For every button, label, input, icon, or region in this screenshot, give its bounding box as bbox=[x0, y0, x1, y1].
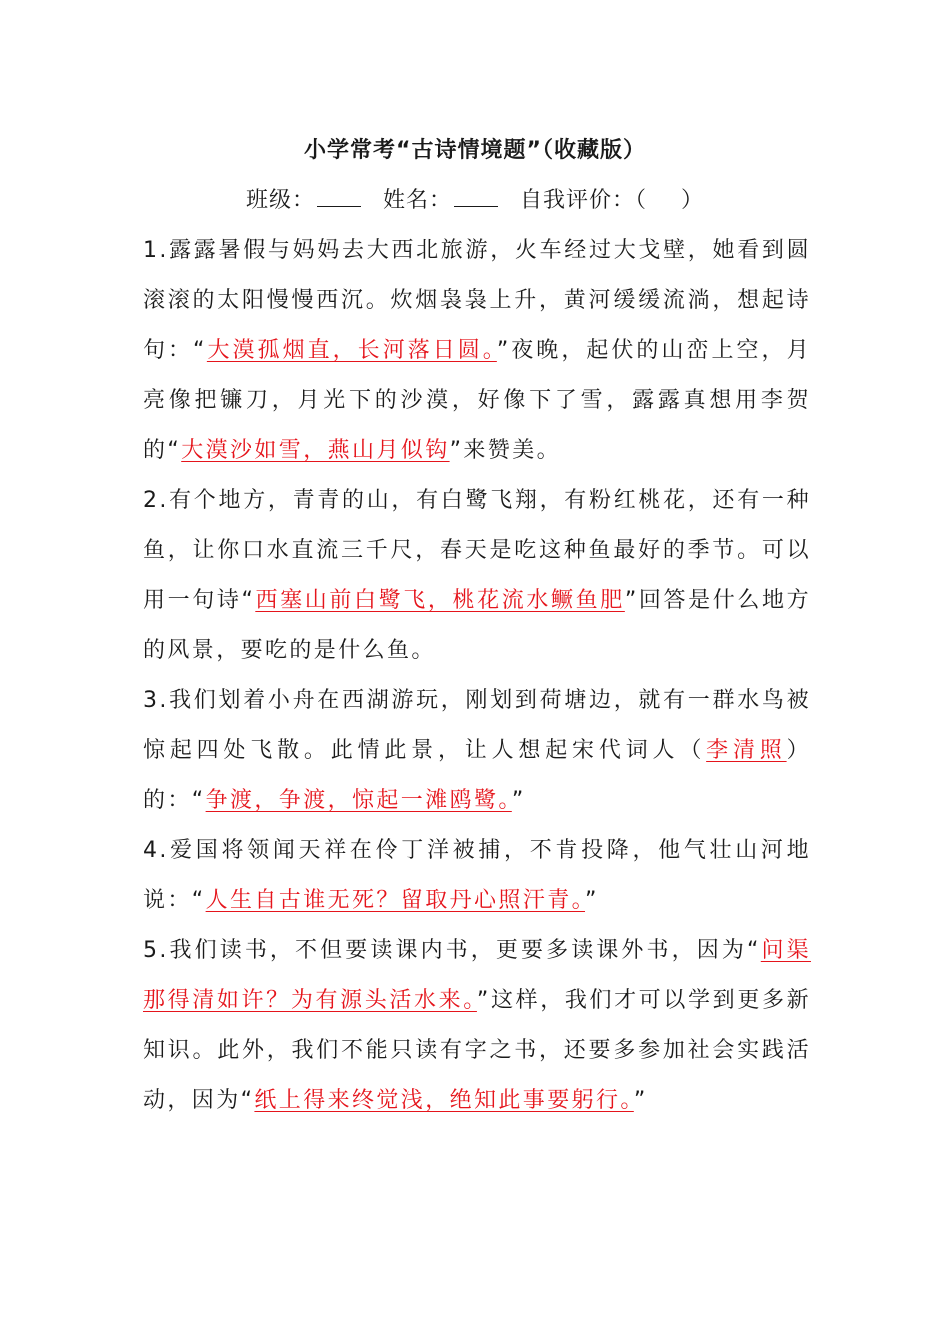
question-text: ”这样，我们才可以学到更多新知识。此外，我们不能只读有字之书，还要多参加社会实践活动，因为“ bbox=[143, 988, 811, 1113]
class-label: 班级： bbox=[245, 188, 315, 213]
question-text: ”夜晚，起伏的山峦上空，月亮像把镰刀，月光下的沙漠，好像下了雪，露露真想用李贺的“ bbox=[143, 338, 811, 463]
question-text: ”来赞美。 bbox=[449, 438, 562, 463]
question-4 bbox=[143, 826, 811, 926]
question-text: 4.爱国将领闻天祥在伶丁洋被捕，不肯投降，他气壮山河地说：“ bbox=[143, 838, 811, 913]
question-text: 1.露露暑假与妈妈去大西北旅游，火车经过大戈壁，她看到圆滚滚的太阳慢慢西沉。炊烟袅袅上升，黄河缓缓流淌，想起诗句：“ bbox=[143, 238, 811, 363]
self-eval-close: ） bbox=[681, 188, 705, 213]
answer-text: 大漠沙如雪，燕山月似钩 bbox=[181, 438, 450, 463]
student-info-line bbox=[0, 183, 950, 214]
question-text: 2.有个地方，青青的山，有白鹭飞翔，有粉红桃花，还有一种鱼，让你口水直流三千尺，春天是吃这种鱼最好的季节。可以用一句诗“ bbox=[143, 488, 811, 613]
answer-text: 问渠那得清如许？为有源头活水来。 bbox=[143, 938, 811, 1013]
question-text: ” bbox=[633, 1088, 648, 1113]
name-blank[interactable] bbox=[454, 186, 498, 207]
name-label: 姓名： bbox=[382, 188, 452, 213]
question-2 bbox=[143, 476, 811, 676]
answer-text: 人生自古谁无死？留取丹心照汗青。 bbox=[205, 888, 586, 913]
answer-text: 西塞山前白鹭飞，桃花流水鳜鱼肥 bbox=[255, 588, 625, 613]
question-text: ” bbox=[511, 788, 526, 813]
answer-text: 争渡，争渡，惊起一滩鸥鹭。 bbox=[205, 788, 512, 813]
question-text: ）的：“ bbox=[143, 738, 811, 813]
page-title: 小学常考“古诗情境题”（收藏版） bbox=[304, 138, 646, 163]
question-text: ”回答是什么地方的风景，要吃的是什么鱼。 bbox=[143, 588, 811, 663]
question-text: ” bbox=[585, 888, 599, 913]
self-eval-label: 自我评价：（ bbox=[520, 188, 648, 213]
question-3 bbox=[143, 676, 811, 826]
answer-text: 李清照 bbox=[706, 738, 787, 763]
question-5 bbox=[143, 926, 811, 1126]
question-text: 5.我们读书，不但要读课内书，更要多读课外书，因为“ bbox=[143, 938, 761, 963]
answer-text: 大漠孤烟直，长河落日圆。 bbox=[206, 338, 497, 363]
question-text: 3.我们划着小舟在西湖游玩，刚划到荷塘边，就有一群水鸟被惊起四处飞散。此情此景，让人想起宋代词人（ bbox=[143, 688, 811, 763]
answer-text: 纸上得来终觉浅，绝知此事要躬行。 bbox=[254, 1088, 634, 1113]
question-list bbox=[143, 226, 811, 1126]
question-1 bbox=[143, 226, 811, 476]
class-blank[interactable] bbox=[317, 186, 361, 207]
